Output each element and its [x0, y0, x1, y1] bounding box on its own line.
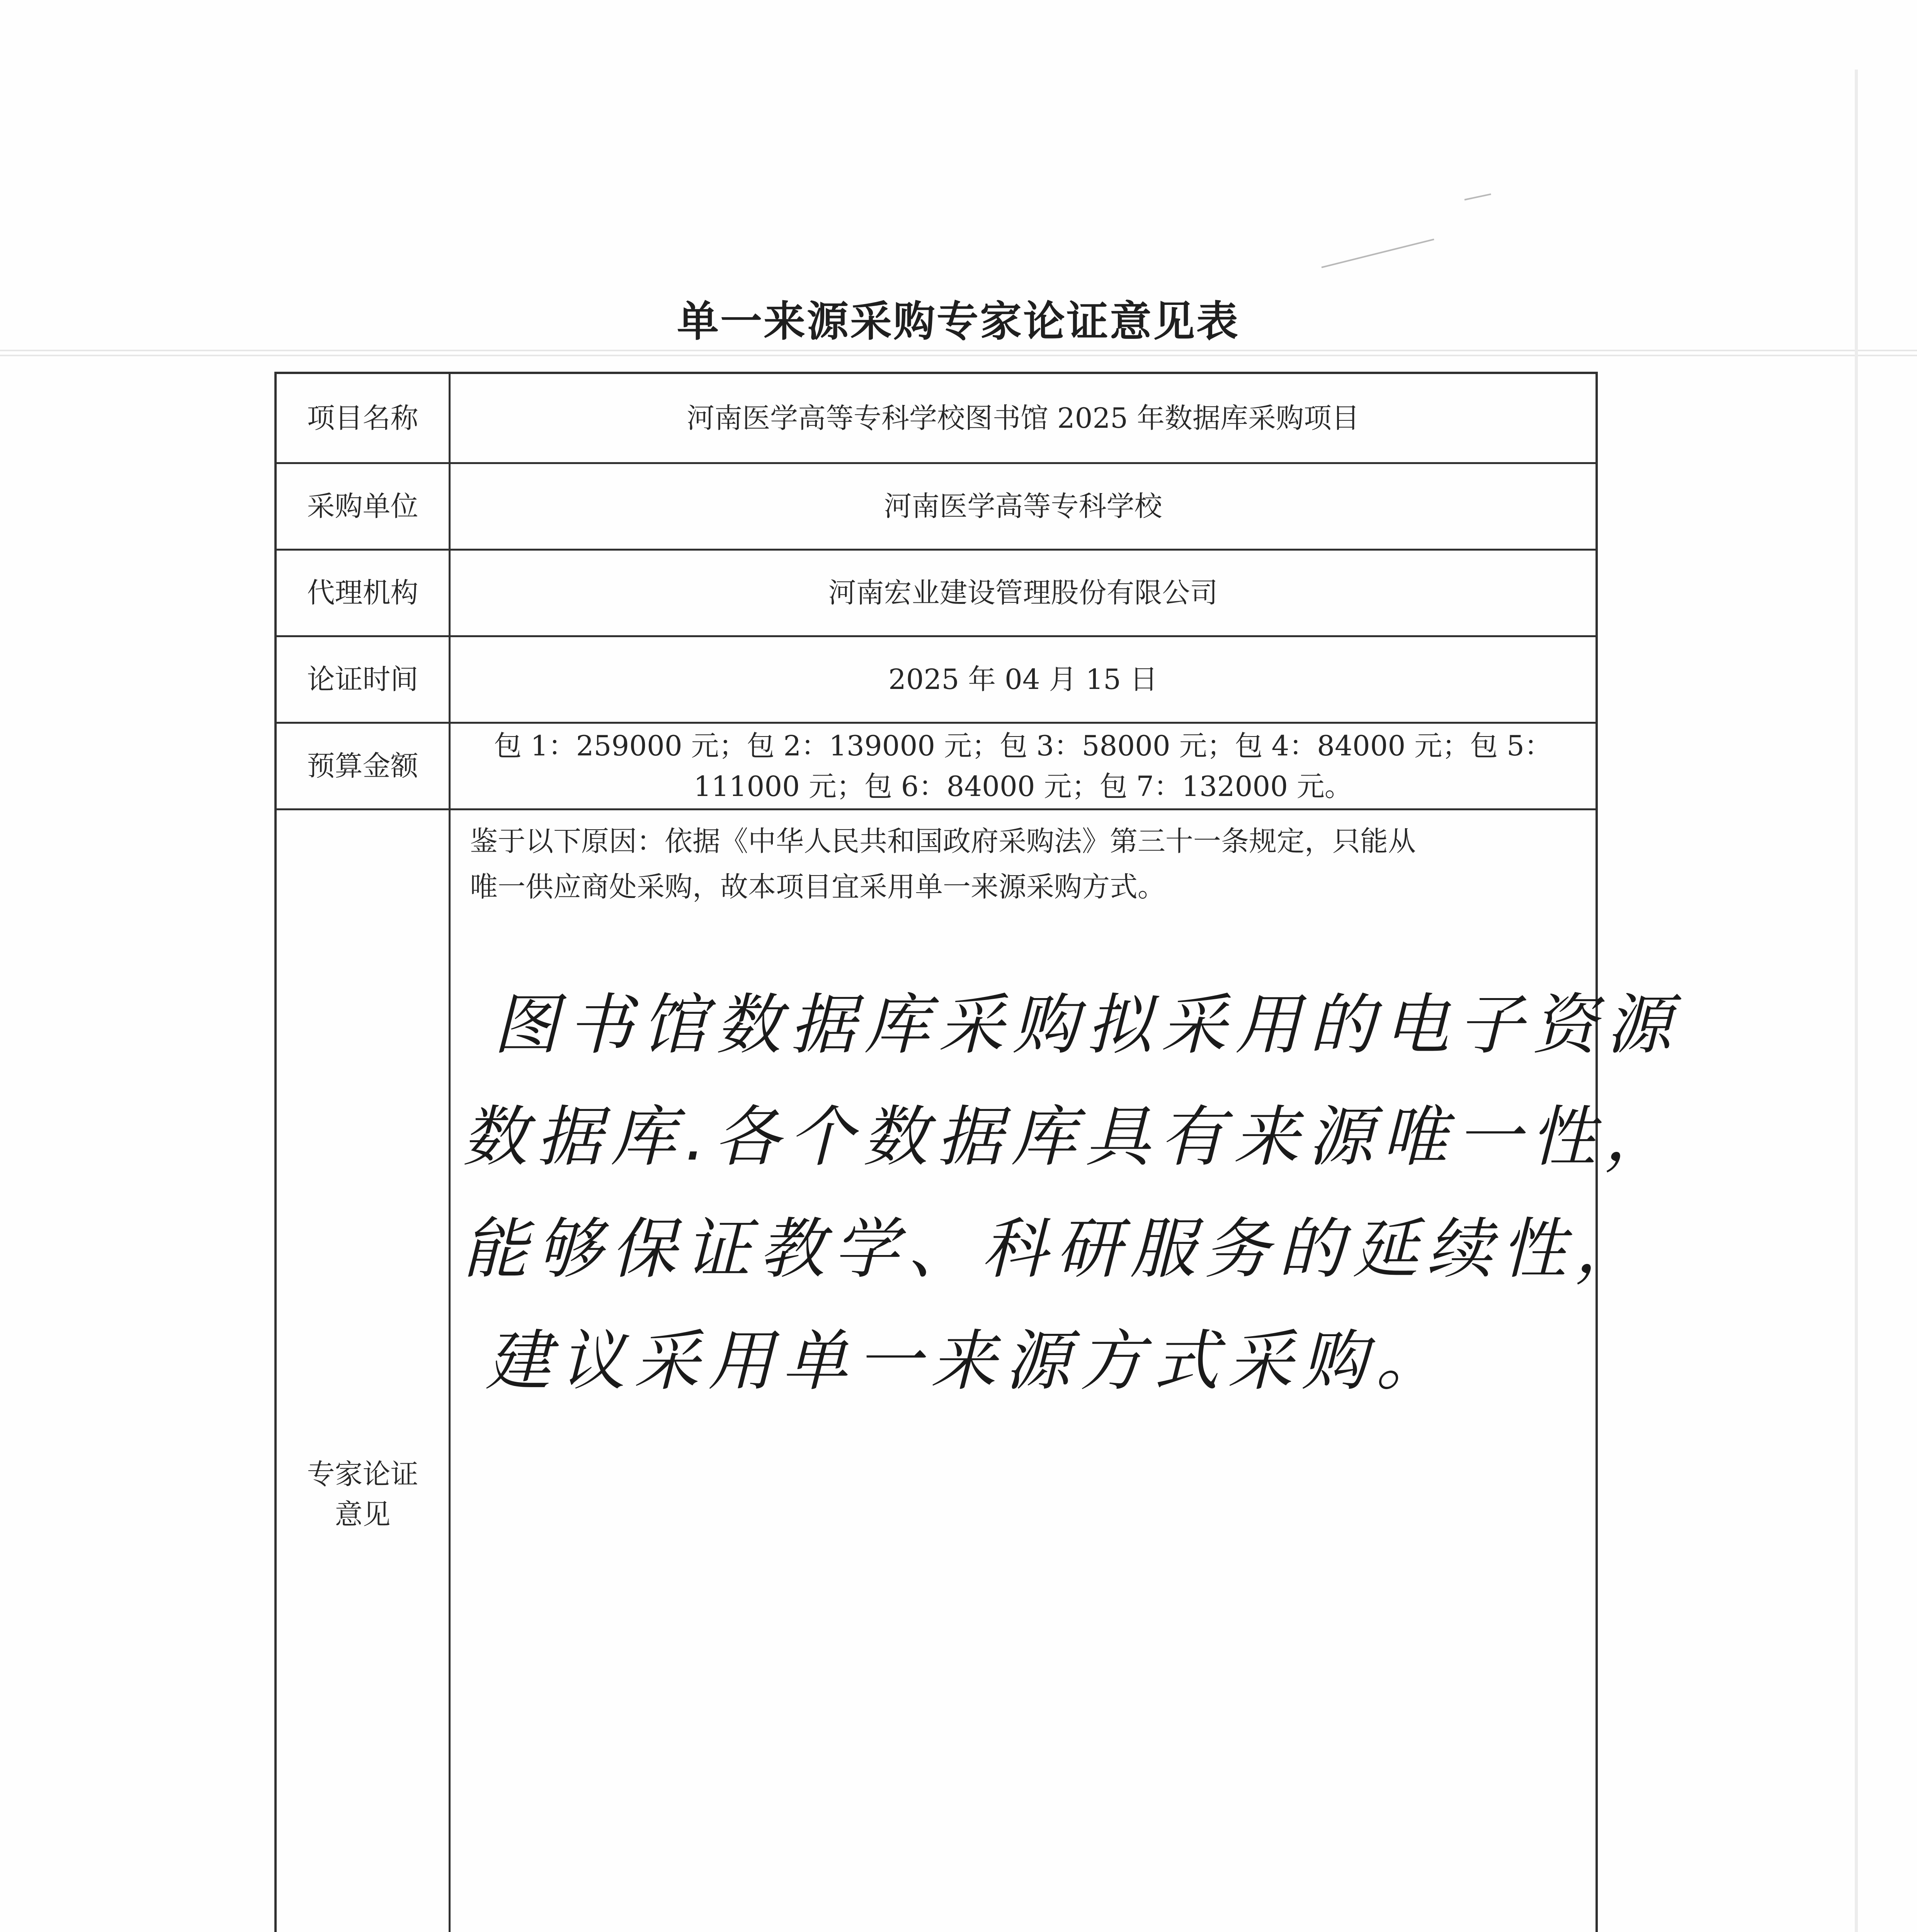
project-name-value: 河南医学高等专科学校图书馆 2025 年数据库采购项目: [686, 401, 1359, 434]
document-title: 单一来源采购专家论证意见表: [677, 297, 1240, 346]
date-value: 2025 年 04 月 15 日: [888, 663, 1158, 696]
opinion-handwritten-line-4: 建议采用单一来源方式采购。: [485, 1323, 1450, 1400]
purchaser-label: 采购单位: [307, 490, 418, 523]
opinion-printed-line-2: 唯一供应商处采购，故本项目宜采用单一来源采购方式。: [470, 871, 1166, 903]
opinion-handwritten-line-3: 能够保证教学、科研服务的延续性，: [462, 1211, 1650, 1287]
opinion-label-line-1: 专家论证: [307, 1458, 418, 1490]
budget-line-1: 包 1：259000 元；包 2：139000 元；包 3：58000 元；包 4：84000 元；包 5：: [494, 730, 1552, 762]
info-table: [274, 372, 1681, 1932]
opinion-handwritten-line-2: 数据库.各个数据库具有来源唯一性，: [462, 1099, 1679, 1175]
opinion-printed-line-1: 鉴于以下原因：依据《中华人民共和国政府采购法》第三十一条规定，只能从: [470, 825, 1416, 857]
agency-value: 河南宏业建设管理股份有限公司: [828, 577, 1218, 609]
date-label: 论证时间: [307, 663, 418, 696]
budget-line-2: 111000 元；包 6：84000 元；包 7：132000 元。: [694, 770, 1352, 803]
project-name-label: 项目名称: [307, 401, 418, 434]
opinion-handwritten-line-1: 图书馆数据库采购拟采用的电子资源: [493, 987, 1681, 1063]
budget-value: [451, 724, 1596, 808]
agency-label: 代理机构: [307, 577, 418, 609]
opinion-label: [277, 810, 449, 1932]
purchaser-value: 河南医学高等专科学校: [884, 490, 1162, 523]
opinion-label-line-2: 意见: [335, 1498, 391, 1531]
budget-label: 预算金额: [307, 750, 418, 782]
